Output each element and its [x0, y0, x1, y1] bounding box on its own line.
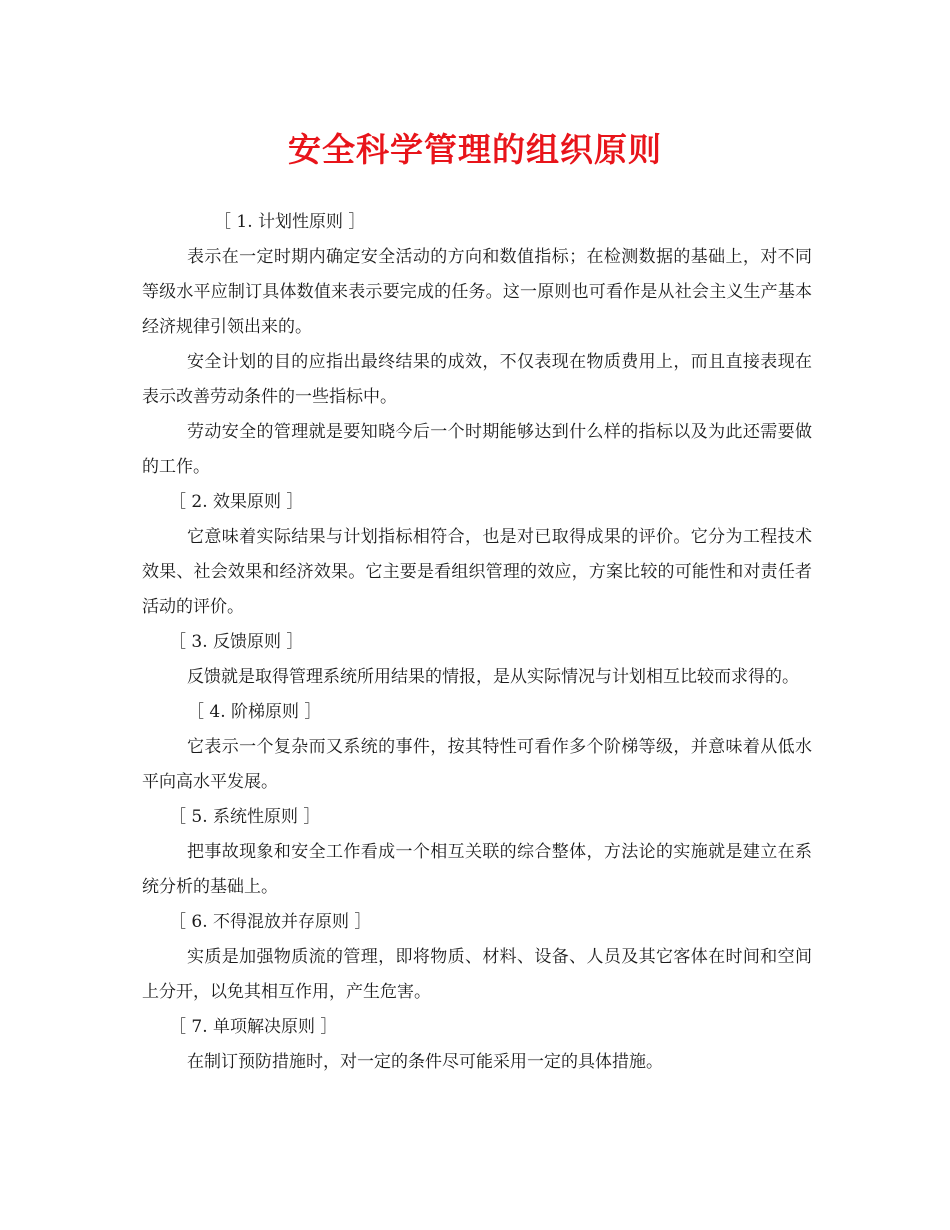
paragraph: 安全计划的目的应指出最终结果的成效，不仅表现在物质费用上，而且直接表现在表示改善劳动条件的一些指标中。 [142, 352, 812, 407]
section-feedback [142, 625, 812, 695]
section-heading: ［ 5. 系统性原则 ］ [169, 807, 321, 827]
paragraph: 它意味着实际结果与计划指标相符合，也是对已取得成果的评价。它分为工程技术效果、社会效果和经济效果。它主要是看组织管理的效应，方案比较的可能性和对责任者活动的评价。 [142, 527, 812, 617]
section-heading: ［ 7. 单项解决原则 ］ [169, 1017, 338, 1037]
section-separation [142, 905, 812, 1010]
paragraph: 在制订预防措施时，对一定的条件尽可能采用一定的具体措施。 [187, 1052, 663, 1072]
document-body [142, 205, 812, 1080]
paragraph: 反馈就是取得管理系统所用结果的情报，是从实际情况与计划相互比较而求得的。 [187, 667, 799, 687]
section-heading: ［ 3. 反馈原则 ］ [169, 632, 304, 652]
document-title: 安全科学管理的组织原则 [288, 130, 662, 169]
section-planning [142, 205, 812, 485]
section-heading: ［ 1. 计划性原则 ］ [214, 212, 366, 232]
paragraph: 劳动安全的管理就是要知晓今后一个时期能够达到什么样的指标以及为此还需要做的工作。 [142, 422, 812, 477]
section-heading: ［ 4. 阶梯原则 ］ [187, 702, 322, 722]
paragraph: 把事故现象和安全工作看成一个相互关联的综合整体，方法论的实施就是建立在系统分析的基础上。 [142, 842, 812, 897]
paragraph: 表示在一定时期内确定安全活动的方向和数值指标；在检测数据的基础上，对不同等级水平应制订具体数值来表示要完成的任务。这一原则也可看作是从社会主义生产基本经济规律引领出来的。 [142, 247, 812, 337]
section-ladder [142, 695, 812, 800]
paragraph: 它表示一个复杂而又系统的事件，按其特性可看作多个阶梯等级，并意味着从低水平向高水平发展。 [142, 737, 812, 792]
section-heading: ［ 6. 不得混放并存原则 ］ [169, 912, 372, 932]
paragraph: 实质是加强物质流的管理，即将物质、材料、设备、人员及其它客体在时间和空间上分开，以免其相互作用，产生危害。 [142, 947, 812, 1002]
section-effect [142, 485, 812, 625]
section-single-solution [142, 1010, 812, 1080]
section-heading: ［ 2. 效果原则 ］ [169, 492, 304, 512]
section-systematic [142, 800, 812, 905]
